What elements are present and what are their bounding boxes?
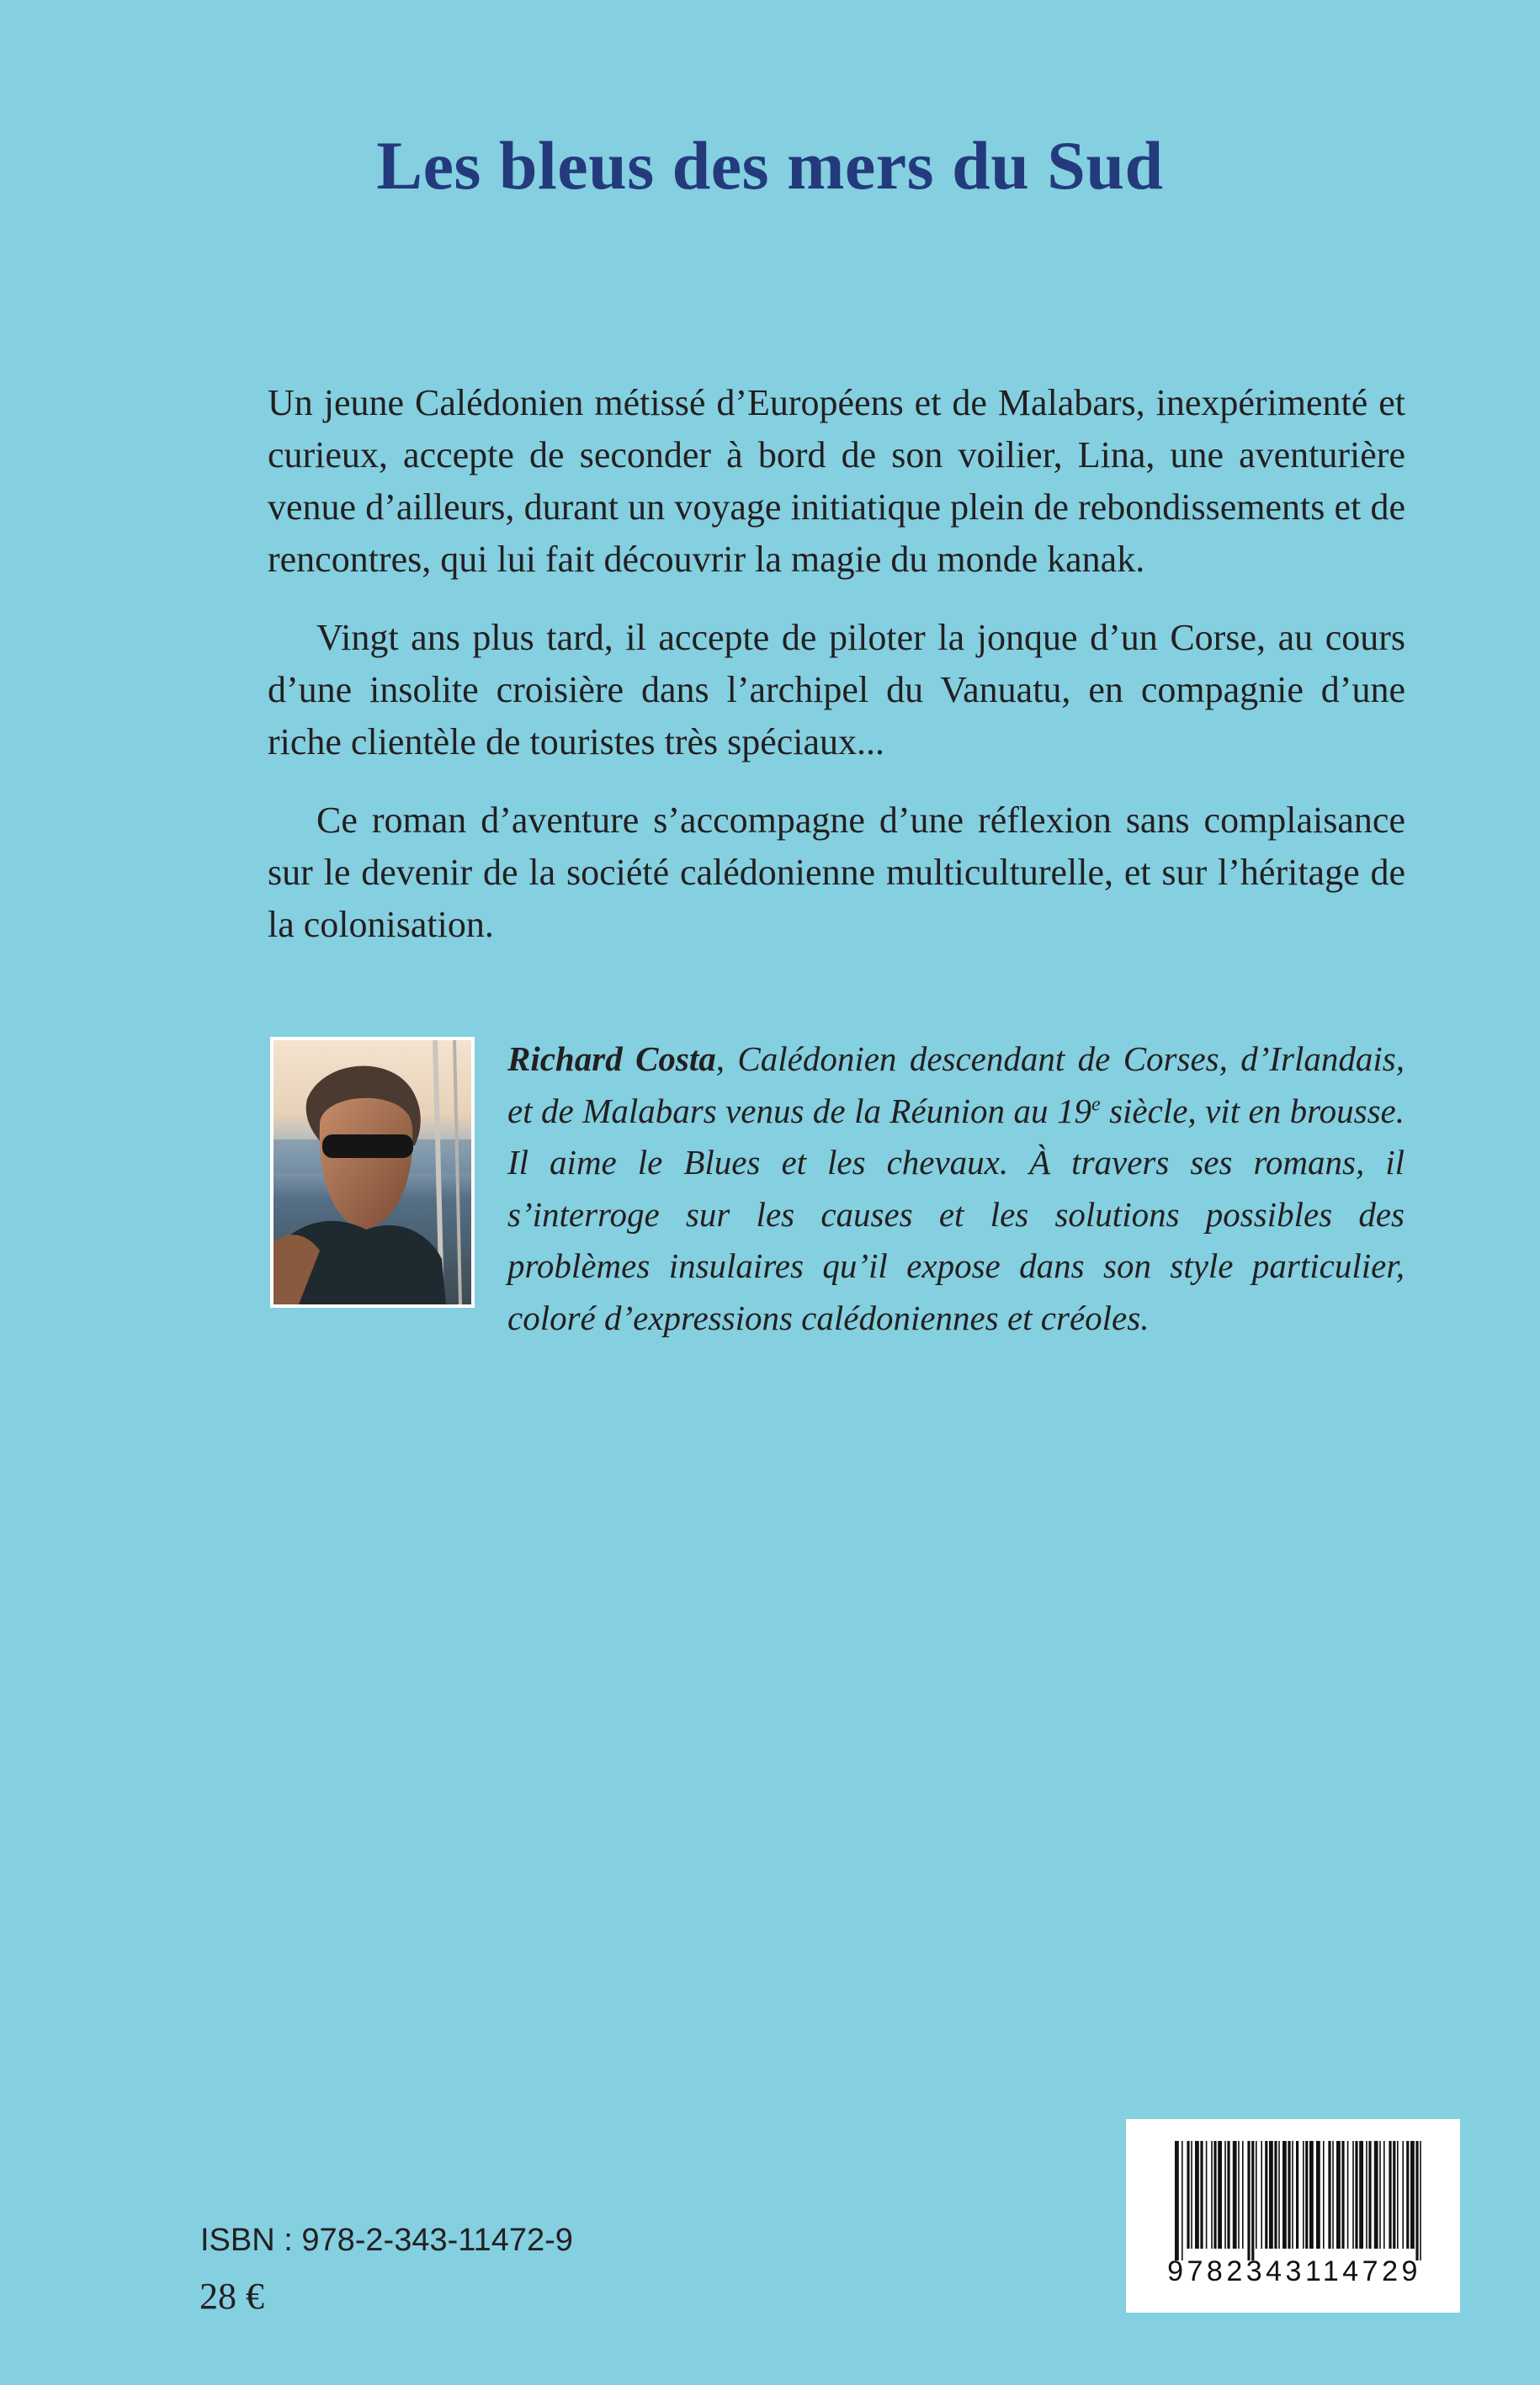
barcode-bar [1265, 2141, 1267, 2249]
barcode-bar [1251, 2141, 1254, 2260]
barcode-bar [1406, 2141, 1409, 2249]
barcode-bar [1389, 2141, 1391, 2249]
barcode-bar [1242, 2141, 1244, 2249]
barcode-bar [1278, 2141, 1280, 2249]
barcode-bar [1206, 2141, 1208, 2249]
author-bio-text: , Calédonien descendant de Corses, d’Irlandais, et de Malabars venus de la Réunion au 19 [507, 1039, 1405, 1130]
barcode-bar [1233, 2141, 1237, 2249]
barcode-bar [1247, 2141, 1250, 2260]
barcode-bar [1261, 2141, 1262, 2249]
barcode-bar [1355, 2141, 1357, 2249]
author-photo [270, 1037, 475, 1308]
barcode-bar [1211, 2141, 1213, 2249]
author-bio [507, 1033, 1405, 1344]
blurb-paragraph: Un jeune Calédonien métissé d’Européens et de Malabars, inexpérimenté et curieux, accepte de seconder à bord de son voilier, Lina, une aventurière venue d’ailleurs, durant un voyage initiatique plein de rebondissements et de rencontres, qui lui fait découvrir la magie du monde kanak. [268, 382, 1405, 580]
barcode-bar [1332, 2141, 1334, 2249]
barcode-bar [1269, 2141, 1273, 2249]
barcode-bar [1383, 2141, 1385, 2249]
barcode-bar [1410, 2141, 1415, 2249]
barcode-bar [1402, 2141, 1404, 2249]
barcode-bar [1397, 2141, 1399, 2249]
author-portrait-icon [273, 1040, 471, 1304]
barcode-bar [1316, 2141, 1320, 2249]
barcode-bar [1366, 2141, 1367, 2249]
barcode-bar [1292, 2141, 1293, 2249]
barcode-bar [1323, 2141, 1325, 2249]
barcode-bar [1305, 2141, 1308, 2249]
book-title: Les bleus des mers du Sud [376, 127, 1164, 204]
barcode-bar [1374, 2141, 1378, 2249]
author-name: Richard Costa [507, 1039, 716, 1078]
barcode-bar [1303, 2141, 1304, 2249]
barcode-bar [1187, 2141, 1189, 2249]
barcode-bar [1191, 2141, 1192, 2249]
barcode-bar [1328, 2141, 1330, 2249]
barcode-bar [1415, 2141, 1418, 2260]
price-label: 28 € [199, 2276, 264, 2317]
barcode-bar [1359, 2141, 1363, 2249]
barcode-bar [1195, 2141, 1199, 2249]
barcode-bar [1347, 2141, 1349, 2249]
barcode-bar [1282, 2141, 1287, 2249]
barcode [1126, 2119, 1460, 2313]
barcode-bar [1182, 2141, 1183, 2260]
isbn-label: ISBN : 978-2-343-11472-9 [200, 2223, 573, 2258]
barcode-bar [1274, 2141, 1277, 2249]
century-superscript: e [1091, 1092, 1101, 1115]
barcode-bar [1352, 2141, 1354, 2249]
barcode-bar [1227, 2141, 1229, 2249]
barcode-bar [1336, 2141, 1341, 2249]
barcode-digits: 9782343114729 [1167, 2255, 1421, 2287]
barcode-bar [1238, 2141, 1240, 2249]
barcode-bar [1296, 2141, 1298, 2249]
author-bio-text: siècle, vit en brousse. Il aime le Blues et les chevaux. À travers ses romans, il s’interroge sur les causes et les solutions possibles des problèmes insulaires qu’il expose dans son style particulier, coloré d’expressions calédoniennes et créoles. [507, 1091, 1405, 1337]
barcode-bar [1420, 2141, 1421, 2260]
barcode-bar [1213, 2141, 1216, 2249]
barcode-bar [1256, 2141, 1257, 2249]
barcode-bar [1218, 2141, 1222, 2249]
barcode-bar [1341, 2141, 1344, 2249]
blurb-paragraph: Vingt ans plus tard, il accepte de piloter la jonque d’un Corse, au cours d’une insolite croisière dans l’archipel du Vanuatu, en compagnie d’une riche clientèle de touristes très spéciaux... [268, 617, 1405, 762]
barcode-bar [1309, 2141, 1314, 2249]
barcode-bar [1379, 2141, 1381, 2249]
barcode-bar [1175, 2141, 1179, 2260]
barcode-bar [1368, 2141, 1371, 2249]
barcode-bar [1200, 2141, 1203, 2249]
barcode-bar [1224, 2141, 1226, 2249]
blurb-paragraph: Ce roman d’aventure s’accompagne d’une réflexion sans complaisance sur le devenir de la société calédonienne multiculturelle, et sur l’héritage de la colonisation. [268, 799, 1405, 945]
barcode-bar [1393, 2141, 1395, 2249]
back-cover-blurb [268, 377, 1405, 977]
barcode-bar [1288, 2141, 1290, 2249]
